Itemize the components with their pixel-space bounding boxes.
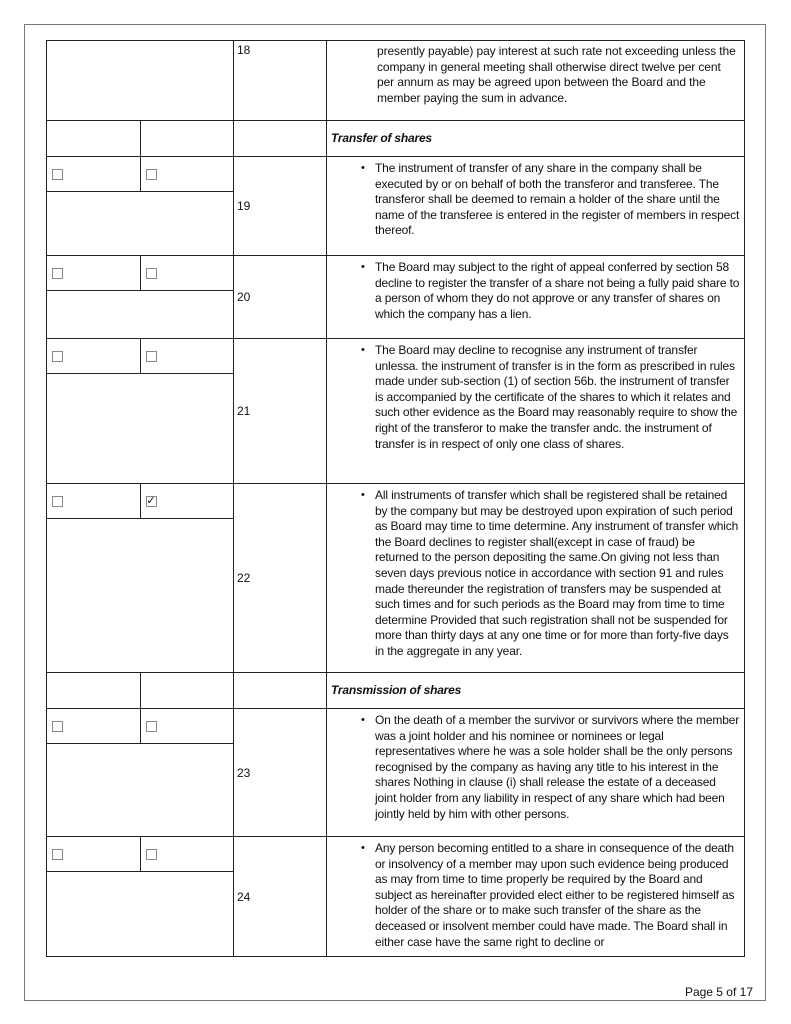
article-text-cell <box>327 339 745 484</box>
blank-cell <box>234 121 327 157</box>
blank-area <box>47 191 233 254</box>
article-text: The instrument of transfer of any share in the company shall be executed by or on behalf of both the transferor and transferee. The transferor shall be deemed to remain a holder of the share until the name of the transferee is entered in the register of members in respect thereof. <box>375 161 740 238</box>
checkbox-2[interactable] <box>146 268 157 279</box>
checkbox-cell <box>47 484 234 673</box>
article-text-cell <box>327 157 745 256</box>
article-row <box>47 256 745 339</box>
bullet-icon: • <box>361 261 365 273</box>
article-text: Any person becoming entitled to a share in consequence of the death or insolvency of a member may upon such evidence being produced as may from time to time properly be required by the Board and subject as hereinafter provided elect either to be registered himself as holder of the share or to make such transfer of the share as the deceased or insolvent member could have made. The Board shall in either case have the same right to decline or <box>375 841 735 949</box>
article-number-cell <box>234 157 327 256</box>
bullet-icon: • <box>361 344 365 356</box>
blank-cell <box>47 673 141 709</box>
article-number-cell <box>234 339 327 484</box>
article-row <box>47 709 745 837</box>
blank-area <box>47 290 233 337</box>
section-heading: Transfer of shares <box>331 131 432 145</box>
checkbox-1[interactable] <box>52 268 63 279</box>
checkbox-1[interactable] <box>52 169 63 180</box>
article-number-cell <box>234 256 327 339</box>
blank-cell <box>47 121 141 157</box>
article-text-cell <box>327 709 745 837</box>
checkbox-2[interactable] <box>146 721 157 732</box>
article-number: 24 <box>237 889 251 904</box>
blank-area <box>47 871 233 955</box>
checkbox-2[interactable]: ✓ <box>146 495 156 507</box>
articles-table <box>46 40 745 957</box>
article-text: All instruments of transfer which shall be registered shall be retained by the company but may be destroyed upon expiration of such period as Board may time to time determine. Any instrument of transfer which the Board declines to register shall(except in case of fraud) be returned to the person depositing the same.On giving not less than seven days previous notice in accordance with section 91 and rules made thereunder the registration of transfers may be suspended at such times and for such periods as the Board may from time to time determine Provided that such registration shall not be suspended for more than thirty days at any one time or for more than forty-five days in the aggregate in any year. <box>375 488 739 658</box>
section-heading-cell <box>327 673 745 709</box>
checkbox-cell <box>47 157 234 256</box>
section-heading-row <box>47 673 745 709</box>
section-heading: Transmission of shares <box>331 683 462 697</box>
checkbox-1[interactable] <box>52 351 63 362</box>
blank-area <box>47 743 233 835</box>
checkbox-1[interactable] <box>52 721 63 732</box>
article-row <box>47 484 745 673</box>
article-text-cell <box>327 484 745 673</box>
article-text: The Board may decline to recognise any instrument of transfer unlessa. the instrument of transfer is in the form as prescribed in rules made under sub-section (1) of section 56b. the instrument of transfer is accompanied by the certificate of the shares to which it relates and such other evidence as the Board may reasonably require to show the right of the transferor to make the transfer andc. the instrument of transfer is in respect of only one class of shares. <box>375 343 738 451</box>
article-row <box>47 837 745 957</box>
article-number: 23 <box>237 765 251 780</box>
article-row <box>47 157 745 256</box>
checkbox-cell <box>47 256 234 339</box>
article-number: 19 <box>237 199 251 213</box>
checkbox-cell <box>47 709 234 837</box>
article-text-cell <box>327 256 745 339</box>
section-heading-row <box>47 121 745 157</box>
blank-area <box>47 373 233 482</box>
article-text: The Board may subject to the right of appeal conferred by section 58 decline to register the transfer of a share not being a fully paid share to a person of whom they do not approve or any transfer of shares on which the company has a lien. <box>375 260 740 321</box>
article-text-cell <box>327 837 745 957</box>
article-number-cell <box>234 484 327 673</box>
blank-cell <box>141 673 234 709</box>
article-number-cell <box>234 709 327 837</box>
checkbox-cell <box>47 339 234 484</box>
article-number-cell <box>234 41 327 121</box>
bullet-icon: • <box>361 714 365 726</box>
checkbox-1[interactable] <box>52 496 63 507</box>
checkbox-2[interactable] <box>146 849 157 860</box>
blank-area <box>47 518 233 671</box>
checkbox-1[interactable] <box>52 849 63 860</box>
article-row <box>47 41 745 121</box>
article-number: 20 <box>237 290 251 304</box>
article-row <box>47 339 745 484</box>
blank-cell <box>234 673 327 709</box>
section-heading-cell <box>327 121 745 157</box>
article-text: On the death of a member the survivor or survivors where the member was a joint holder and his nominee or nominees or legal representatives where he was a sole holder shall be the only persons recognised by the company as having any title to his interest in the shares Nothing in clause (i) shall release the estate of a deceased joint holder from any liability in respect of any share which had been jointly held by him with other persons. <box>375 713 740 821</box>
checkbox-cell <box>47 837 234 957</box>
blank-cell <box>141 121 234 157</box>
bullet-icon: • <box>361 842 365 854</box>
article-number-cell <box>234 837 327 957</box>
article-number: 22 <box>237 571 251 585</box>
article-number: 18 <box>237 43 251 57</box>
blank-cell <box>47 41 234 121</box>
article-text: presently payable) pay interest at such rate not exceeding unless the company in general meeting shall otherwise direct twelve per cent per annum as may be agreed upon between the Board and the member paying the sum in advance. <box>377 44 736 105</box>
bullet-icon: • <box>361 489 365 501</box>
bullet-icon: • <box>361 162 365 174</box>
checkbox-2[interactable] <box>146 351 157 362</box>
checkbox-2[interactable] <box>146 169 157 180</box>
page-number: Page 5 of 17 <box>684 985 753 999</box>
article-number: 21 <box>237 404 251 418</box>
article-text-cell <box>327 41 745 121</box>
